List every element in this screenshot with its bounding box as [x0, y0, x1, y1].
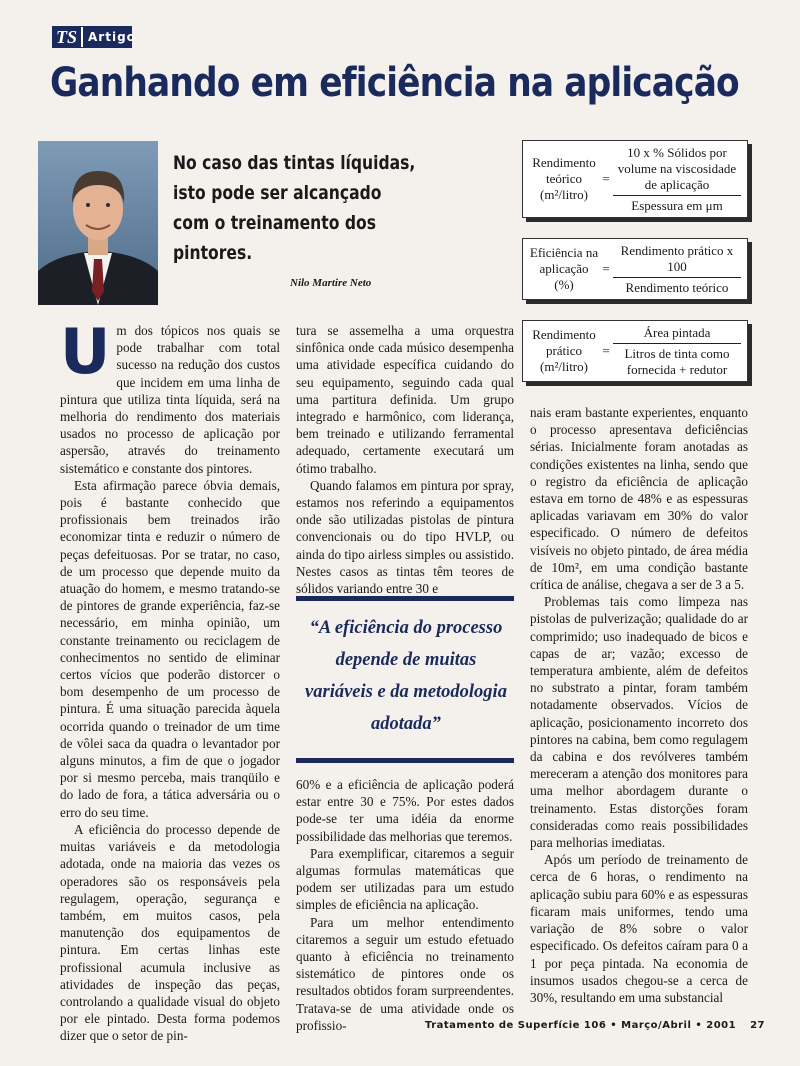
column-3 — [530, 404, 748, 1006]
paragraph: Esta afirmação parece óbvia demais, pois é bastante conhecido que profissionais bem treinados irão economizar tinta e reduzir o número de peças defeituosas. Por se tratar, no caso, de um processo que depende muito da atuação do homem, e mesmo tratando-se de pintores de grande experiência, faz-se necessário, em minha opinião, um constante treinamento ou reciclagem de conhecimentos no sentido de eliminar certos vícios que poderão distorcer o bom desempenho de um processo de pintura. É uma situação parecida àquela ocorrida quando o treinador de um time de vôlei saca da quadra o levantador por alguns minutos, a fim de que o jogador por si mesmo perceba, mais tranqüilo e do lado de fora, a tática adversária ou o erro do seu time. — [60, 477, 280, 820]
formula-lhs: Eficiência na aplicação (%) — [529, 245, 599, 292]
formula-numerator: Área pintada — [613, 325, 741, 344]
article-title: Ganhando em eficiência na aplicação — [50, 60, 739, 106]
paragraph: tura se assemelha a uma orquestra sinfônica onde cada músico desempenha uma atividade específica cuidando do seu equipamento, seguindo cada qual uma partitura definida. Um grupo integrado e harmônico, com liderança, bem treinado e utilizando ferramental adequado, certamente executará um ótimo trabalho. — [296, 323, 514, 476]
author-name: Nilo Martire Neto — [290, 277, 372, 289]
paragraph: Para um melhor entendimento citaremos a seguir um estudo efetuado quanto à eficiência no treinamento sistemático de pintores onde os resultados obtidos foram surpreendentes. Tratava-se de uma atividade onde os profissio- — [296, 914, 514, 1033]
formula-fraction — [613, 325, 741, 378]
formula-fraction — [613, 243, 741, 296]
column-2-bottom — [296, 776, 514, 1034]
paragraph: Problemas tais como limpeza nas pistolas de pulverização; qualidade do ar comprimido; uso inadequado de bicos e capas de ar; vazão; excesso de temperatura ambiente, além de defeitos no substrato a pintar, foram também notadamente observados. Vícios de aplicação, posicionamento incorreto dos pintores na cabina, bem como regulagem da cabina e dos revólveres também mereceram a atenção dos monitores para uma melhor abordagem durante o treinamento. Estas distorções foram consideradas como reais possibilidades para melhorias imediatas. — [530, 594, 748, 851]
formula-fraction — [613, 145, 741, 214]
quote-rule-bottom — [296, 758, 514, 763]
paragraph: nais eram bastante experientes, enquanto o processo apresentava deficiências sérias. Inicialmente foram anotadas as condições existentes na linha, sendo que o registro da eficiência de aplicação estava em torno de 48% e as espessuras aplicadas variavam em 30% do valor especificado. O número de defeitos visíveis no objeto pintado, de área média de 10m², em uma condição bastante crítica de análise, chegava a ser de 3 a 5. — [530, 405, 748, 593]
formula-numerator: 10 x % Sólidos por volume na viscosidade de aplicação — [613, 145, 741, 196]
paragraph: m dos tópicos nos quais se pode trabalhar com total sucesso na redução dos custos que incidem em uma linha de pintura que utiliza tinta líquida, será na melhoria do rendimento dos materiais usados no processo de aplicação por aspersão, através do treinamento sistemático e constante dos pintores. — [60, 323, 280, 476]
paragraph: A eficiência do processo depende de muitas variáveis e da metodologia adotada, onde na maioria das vezes os operadores são os responsáveis pela regulagem, operação, segurança e também, em muitos casos, pela manutenção dos equipamentos de pintura. Em certas linhas este profissional acumula inclusive as atividades de inspeção das peças, controlando a qualidade visual do objeto por ele pintado. Desta forma podemos dizer que o setor de pin- — [60, 821, 280, 1044]
formula-practical-yield — [522, 320, 748, 382]
formula-equals: = — [602, 343, 610, 358]
page-number: 27 — [750, 1020, 765, 1031]
page-footer — [425, 1020, 765, 1031]
drop-cap: U — [60, 315, 111, 388]
formula-lhs: Rendimento teórico (m²/litro) — [532, 155, 596, 202]
section-badge — [52, 26, 136, 48]
formula-equals: = — [602, 261, 610, 276]
author-photo — [38, 141, 158, 305]
paragraph: Após um período de treinamento de cerca de 6 horas, o rendimento na aplicação subiu para 60% e as espessuras ficaram mais uniformes, tendo uma variação de 8% sobre o valor especificado. Os defeitos caíram para 0 a 1 por peça pintada. Na economia de insumos usados chegou-se a cerca de 30%, resultando em uma substancial — [530, 852, 748, 1005]
formula-denominator: Rendimento teórico — [625, 279, 729, 295]
formula-lhs: Rendimento prático (m²/litro) — [532, 327, 596, 374]
article-lede: No caso das tintas líquidas, isto pode ser alcançado com o treinamento dos pintores. — [173, 152, 416, 264]
formula-equals: = — [602, 171, 610, 186]
formula-denominator: Litros de tinta como fornecida + redutor — [624, 345, 730, 377]
paragraph: 60% e a eficiência de aplicação poderá estar entre 30 e 75%. Por estes dados pode-se ter uma idéia da enorme possibilidade das melhorias que teremos. — [296, 777, 514, 844]
column-1 — [60, 315, 280, 1045]
section-label: Artigo — [88, 30, 136, 44]
column-2-top — [296, 322, 514, 597]
formula-theoretical-yield — [522, 140, 748, 218]
pull-quote: “A eficiência do processo depende de muitas variáveis e da metodologia adotada” — [305, 618, 507, 734]
footer-publication: Tratamento de Superfície 106 • Março/Abril • 2001 — [425, 1020, 737, 1031]
paragraph: Para exemplificar, citaremos a seguir algumas formulas matemáticas que podem ser utilizadas para um estudo simples de eficiência na aplicação. — [296, 845, 514, 913]
quote-rule-top — [296, 596, 514, 601]
formula-numerator: Rendimento prático x 100 — [613, 243, 741, 278]
magazine-logo: TS — [52, 27, 83, 47]
formula-denominator: Espessura em μm — [631, 197, 723, 213]
formula-application-efficiency — [522, 238, 748, 300]
paragraph: Quando falamos em pintura por spray, estamos nos referindo a equipamentos onde são utilizadas pistolas de pintura convencionais ou do tipo HVLP, ou ainda do tipo airless simples ou assistido. Nestes casos as tintas têm teores de sólidos variando entre 30 e — [296, 477, 514, 597]
